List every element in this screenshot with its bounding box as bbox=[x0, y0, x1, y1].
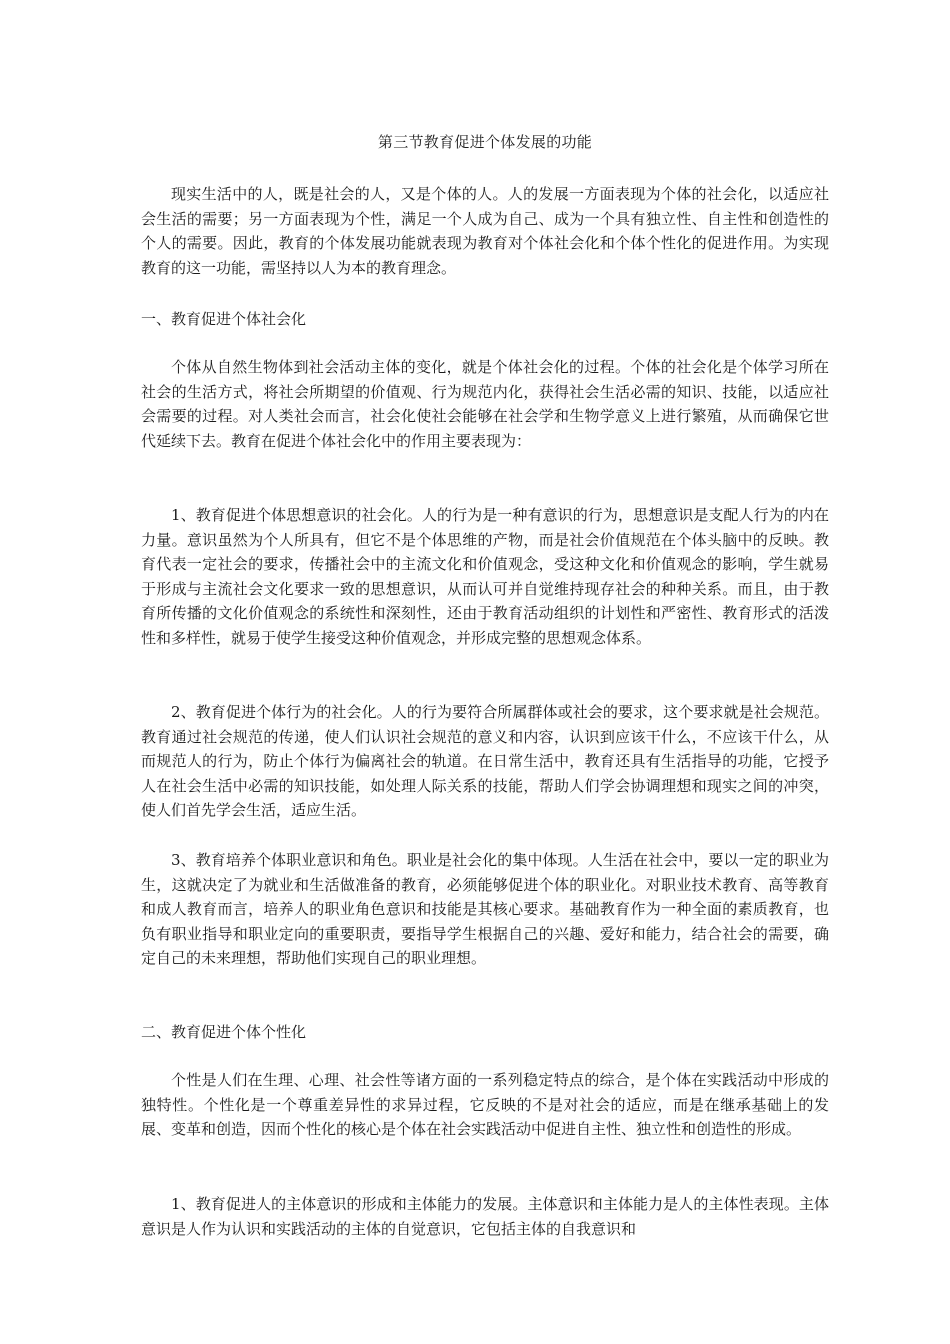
socialization-intro-paragraph: 个体从自然生物体到社会活动主体的变化，就是个体社会化的过程。个体的社会化是个体学习所在社会的生活方式，将社会所期望的价值观、行为规范内化，获得社会生活必需的知识、技能，以适应社会需要的过程。对人类社会而言，社会化使社会能够在社会学和生物学意义上进行繁殖，从而确保它世代延续下去。教育在促进个体社会化中的作用主要表现为： bbox=[141, 358, 829, 450]
socialization-point-1-paragraph: 1、教育促进个体思想意识的社会化。人的行为是一种有意识的行为，思想意识是支配人行为的内在力量。意识虽然为个人所具有，但它不是个体思维的产物，而是社会价值规范在个体头脑中的反映。教育代表一定社会的要求，传播社会中的主流文化和价值观念，受这种文化和价值观念的影响，学生就易于形成与主流社会文化要求一致的思想意识，从而认可并自觉维持现存社会的种种关系。而且，由于教育所传播的文化价值观念的系统性和深刻性，还由于教育活动组织的计划性和严密性、教育形式的活泼性和多样性，就易于使学生接受这种价值观念，并形成完整的思想观念体系。 bbox=[141, 506, 829, 647]
section-heading-individualization: 二、教育促进个体个性化 bbox=[141, 1023, 307, 1041]
document-title: 第三节教育促进个体发展的功能 bbox=[377, 133, 593, 151]
individualization-point-1-paragraph: 1、教育促进人的主体意识的形成和主体能力的发展。主体意识和主体能力是人的主体性表现。主体意识是人作为认识和实践活动的主体的自觉意识，它包括主体的自我意识和 bbox=[141, 1195, 829, 1238]
section-heading-socialization: 一、教育促进个体社会化 bbox=[141, 310, 307, 328]
individualization-intro-paragraph: 个性是人们在生理、心理、社会性等诸方面的一系列稳定特点的综合，是个体在实践活动中形成的独特性。个性化是一个尊重差异性的求异过程，它反映的不是对社会的适应，而是在继承基础上的发展、变革和创造，因而个性化的核心是个体在社会实践活动中促进自主性、独立性和创造性的形成。 bbox=[141, 1071, 829, 1138]
socialization-point-3-paragraph: 3、教育培养个体职业意识和角色。职业是社会化的集中体现。人生活在社会中，要以一定的职业为生，这就决定了为就业和生活做准备的教育，必须能够促进个体的职业化。对职业技术教育、高等教育和成人教育而言，培养人的职业角色意识和技能是其核心要求。基础教育作为一种全面的素质教育，也负有职业指导和职业定向的重要职责，要指导学生根据自己的兴趣、爱好和能力，结合社会的需要，确定自己的未来理想，帮助他们实现自己的职业理想。 bbox=[141, 851, 829, 967]
socialization-point-2-paragraph: 2、教育促进个体行为的社会化。人的行为要符合所属群体或社会的要求，这个要求就是社会规范。教育通过社会规范的传递，使人们认识社会规范的意义和内容，认识到应该干什么，不应该干什么，从而规范人的行为，防止个体行为偏离社会的轨道。在日常生活中，教育还具有生活指导的功能，它授予人在社会生活中必需的知识技能，如处理人际关系的技能，帮助人们学会协调理想和现实之间的冲突，使人们首先学会生活，适应生活。 bbox=[141, 703, 829, 819]
intro-paragraph: 现实生活中的人，既是社会的人，又是个体的人。人的发展一方面表现为个体的社会化，以适应社会生活的需要；另一方面表现为个性，满足一个人成为自己、成为一个具有独立性、自主性和创造性的个人的需要。因此，教育的个体发展功能就表现为教育对个体社会化和个体个性化的促进作用。为实现教育的这一功能，需坚持以人为本的教育理念。 bbox=[141, 185, 829, 277]
